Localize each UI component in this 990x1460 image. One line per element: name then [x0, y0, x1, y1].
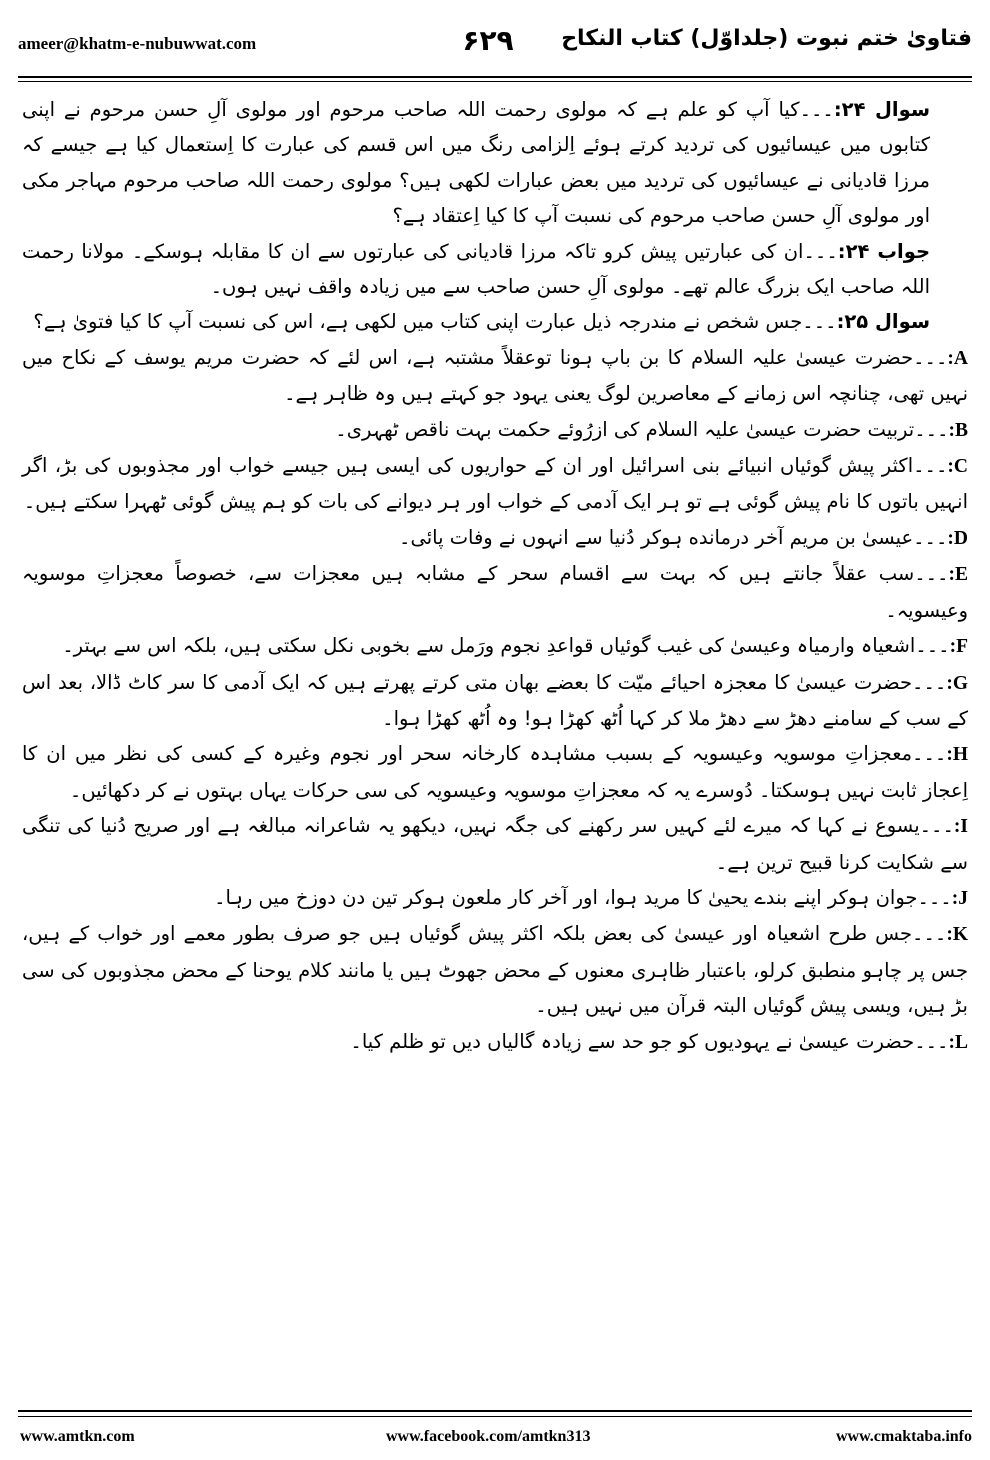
question-25: [22, 304, 968, 339]
answer-24: [22, 234, 968, 305]
item-text: ۔۔۔معجزاتِ موسویہ وعیسویہ کے بسبب مشاہدہ کارخانہ سحر اور نجوم وغیرہ کے کسی کی نظر میں ان کا اِعجاز ثابت نہیں ہوسکتا۔ دُوسرے یہ کہ معجزاتِ موسویہ وعیسویہ کی سی حرکات یہاں بہتوں نے کر دکھائیں۔: [22, 742, 968, 802]
list-item: [22, 665, 968, 737]
item-text: ۔۔۔حضرت عیسیٰ کا معجزہ احیائے میّت کا بعضے بھان متی کرتے پھرتے ہیں کہ ایک آدمی کا سر کاٹ ڈالا، بعد اس کے سب کے سامنے دھڑ سے دھڑ ملا کر کہا اُٹھ کھڑا ہو! وہ اُٹھ کھڑا ہوا۔: [22, 670, 968, 730]
list-item: [22, 880, 968, 916]
question-24: [22, 92, 968, 234]
question-24-text: ۔۔۔کیا آپ کو علم ہے کہ مولوی رحمت اللہ صاحب مرحوم اور مولوی آلِ حسن مرحوم نے اپنی کتابوں میں عیسائیوں کی تردید کرتے ہوئے اِلزامی رنگ میں اس قسم کی عبارت کا اِستعمال کیا ہے جیسے کہ مرزا قادیانی نے عیسائیوں کی تردید میں بعض عبارات لکھی ہیں؟ مولوی رحمت اللہ صاحب مرحوم مہاجر مکی اور مولوی آلِ حسن صاحب مرحوم کی نسبت آپ کا کیا اِعتقاد ہے؟: [22, 98, 930, 228]
list-item: [22, 340, 968, 412]
item-letter: B:: [948, 419, 968, 441]
item-text: ۔۔۔تربیت حضرت عیسیٰ علیہ السلام کی ازرُوئے حکمت بہت ناقص ٹھہری۔: [335, 417, 949, 441]
item-letter: D:: [947, 527, 968, 549]
page-header: [8, 22, 978, 74]
list-item: [22, 736, 968, 808]
page-footer: [14, 1428, 972, 1452]
item-text: ۔۔۔جس طرح اشعیاہ اور عیسیٰ کی بعض بلکہ اکثر پیش گوئیاں ہیں جو صرف بطور معمے اور خواب کے ہیں، جس پر چاہو منطبق کرلو، باعتبار ظاہری معنوں کے محض جھوٹ ہیں یا مانند کلام یوحنا کے محض مجذوبوں کی سی بڑ ہیں، ویسی پیش گوئیاں البتہ قرآن میں نہیں ہیں۔: [22, 922, 968, 1018]
item-text: ۔۔۔یسوع نے کہا کہ میرے لئے کہیں سر رکھنے کی جگہ نہیں، دیکھو یہ شاعرانہ مبالغہ ہے اور صریح دُنیا کی تنگی سے شکایت کرنا قبیح ترین ہے۔: [22, 814, 968, 874]
question-25-text: ۔۔۔جس شخص نے مندرجہ ذیل عبارت اپنی کتاب میں لکھی ہے، اس کی نسبت آپ کا کیا فتویٰ ہے؟: [33, 310, 837, 334]
question-25-label: سوال ۲۵:: [836, 310, 930, 334]
list-item: [22, 556, 968, 628]
answer-24-text: ۔۔۔ان کی عبارتیں پیش کرو تاکہ مرزا قادیانی کی عبارتوں سے ان کا مقابلہ ہوسکے۔ مولانا رحمت اللہ صاحب ایک بزرگ عالم تھے۔ مولوی آلِ حسن صاحب سے میں زیادہ واقف نہیں ہوں۔: [22, 239, 930, 299]
item-text: ۔۔۔اکثر پیش گوئیاں انبیائے بنی اسرائیل اور ان کے حواریوں کی ایسی ہیں جیسے خواب اور مجذوبوں کی بڑ، اگر انہیں باتوں کا نام پیش گوئی ہے تو ہر ایک آدمی کے خواب اور ہر دیوانے کی بات کو ہم پیش گوئی ٹھہرا سکتے ہیں۔: [22, 454, 968, 514]
item-letter: I:: [953, 816, 968, 838]
header-rule-thin: [18, 81, 972, 82]
footer-link-amtkn[interactable]: www.amtkn.com: [20, 1428, 135, 1445]
page-number: ۶۲۹: [462, 24, 514, 57]
list-item: [22, 916, 968, 1023]
footer-link-facebook[interactable]: www.facebook.com/amtkn313: [386, 1428, 591, 1445]
page-body: [22, 92, 968, 1060]
question-24-label: سوال ۲۴:: [833, 98, 930, 121]
list-item: [22, 448, 968, 520]
item-letter: F:: [949, 636, 968, 658]
answer-24-label: جواب ۲۴:: [837, 239, 930, 263]
list-item: [22, 1024, 968, 1060]
item-text: ۔۔۔عیسیٰ بن مریم آخر درمانده ہوکر دُنیا سے انہوں نے وفات پائی۔: [399, 525, 948, 549]
footer-link-cmaktaba[interactable]: www.cmaktaba.info: [835, 1428, 972, 1445]
item-text: ۔۔۔جوان ہوکر اپنے بندے یحییٰ کا مرید ہوا، اور آخر کار ملعون ہوکر تین دن دوزخ میں رہا۔: [214, 885, 952, 909]
item-text: ۔۔۔حضرت عیسیٰ نے یہودیوں کو جو حد سے زیادہ گالیاں دیں تو ظلم کیا۔: [350, 1029, 949, 1053]
item-letter: K:: [946, 924, 968, 946]
header-rule: [18, 76, 972, 78]
item-letter: L:: [948, 1031, 968, 1053]
book-title: فتاویٰ ختم نبوت (جلداوّل) کتاب النکاح: [561, 26, 972, 51]
footer-rule: [18, 1410, 972, 1412]
list-item: [22, 520, 968, 556]
footer-rule-thin: [18, 1416, 972, 1417]
list-item: [22, 628, 968, 664]
item-letter: H:: [946, 744, 968, 766]
item-letter: A:: [947, 347, 968, 369]
item-letter: J:: [951, 887, 968, 909]
item-letter: E:: [948, 564, 968, 586]
item-text: ۔۔۔سب عقلاً جانتے ہیں کہ بہت سے اقسام سحر کے مشابہ ہیں معجزات سے، خصوصاً معجزاتِ موسویہ وعیسویہ۔: [22, 562, 968, 622]
item-text: ۔۔۔اشعیاہ وارمیاہ وعیسیٰ کی غیب گوئیاں قواعدِ نجوم ورَمل سے بخوبی نکل سکتی ہیں، بلکہ اس سے بہتر۔: [62, 634, 950, 658]
header-email[interactable]: ameer@khatm-e-nubuwwat.com: [18, 34, 257, 53]
list-item: [22, 412, 968, 448]
item-letter: C:: [947, 456, 968, 478]
item-text: ۔۔۔حضرت عیسیٰ علیہ السلام کا بن باپ ہونا توعقلاً مشتبہ ہے، اس لئے کہ حضرت مریم یوسف کے نکاح میں نہیں تھی، چنانچہ اس زمانے کے معاصرین لوگ یعنی یہود جو کہتے ہیں وہ ظاہر ہے۔: [22, 345, 968, 406]
item-letter: G:: [946, 672, 968, 694]
list-item: [22, 808, 968, 880]
